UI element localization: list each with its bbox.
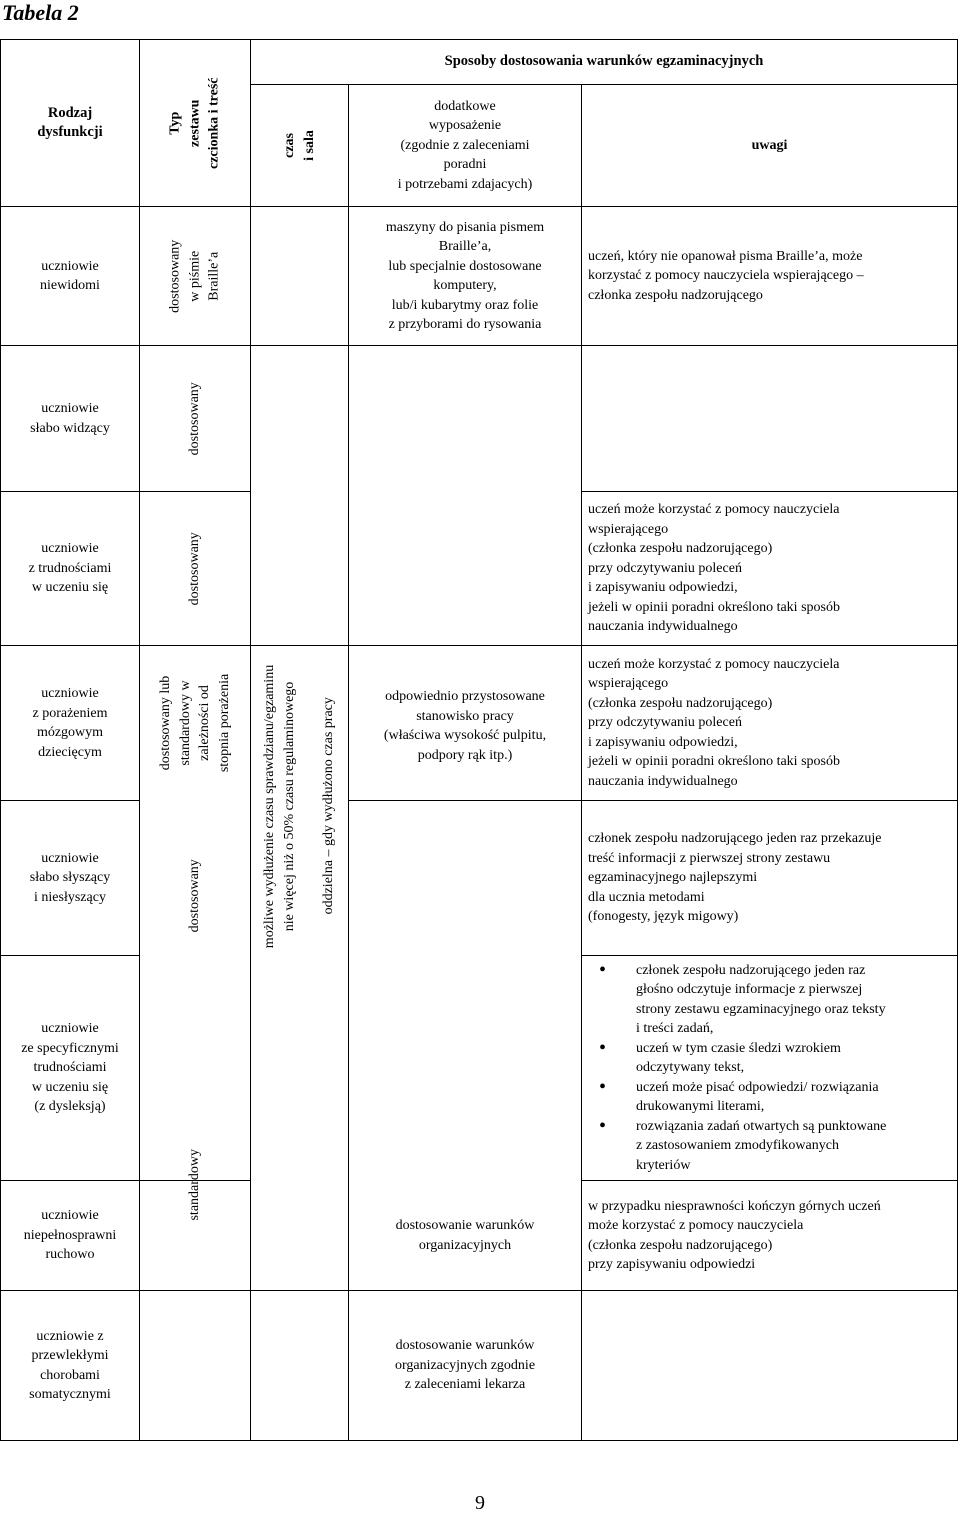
typ-slabo-widzacy: dostosowany <box>187 381 203 456</box>
dysfunkcja-porazenie-mozgowe: uczniowie z porażeniem mózgowym dziecięcym <box>32 686 108 760</box>
uwagi-dysleksja <box>582 956 957 1180</box>
uwagi-niewidomi: uczeń, który nie opanował pisma Braille’a, może korzystać z pomocy nauczyciela wspierającego – członka zespołu nadzorującego <box>588 248 864 303</box>
dysfunkcja-niepelnosprawni-ruchowo: uczniowie niepełnosprawni ruchowo <box>23 1208 117 1263</box>
header-czas-i-sala: czas i sala <box>281 130 317 161</box>
uwagi-dysleksja-list <box>582 961 886 1176</box>
header-typ-zestawu: Typ zestawu czcionka i treść <box>167 77 222 169</box>
typ-niepelnosprawni-ruchowo: standardowy <box>187 1149 203 1221</box>
dysfunkcja-choroby-somatyczne: uczniowie z przewlekłymi chorobami somatycznymi <box>29 1328 111 1402</box>
typ-niewidomi: dostosowany w piśmie Braille’a <box>167 239 222 313</box>
typ-trudnosci-w-uczeniu: dostosowany <box>187 531 203 606</box>
list-item: • członek zespołu nadzorującego jeden raz głośno odczytuje informacje z pierwszej strony zestawu egzaminacyjnego oraz teksty i treści zadań, <box>582 961 886 1039</box>
uwagi-porazenie-mozgowe: uczeń może korzystać z pomocy nauczyciela wspierającego (członka zespołu nadzorującego) przy odczytywaniu poleceń i zapisywaniu odpowiedzi, jeżeli w opinii poradni określono taki sposób nauczania indywidualnego <box>588 656 840 789</box>
table-border-right <box>957 39 958 1441</box>
uwagi-slabo-slyszacy: członek zespołu nadzorującego jeden raz przekazuje treść informacji z pierwszej strony zestawu egzaminacyjnego najlepszymi dla ucznia metodami (fonogesty, język migowy) <box>588 831 882 925</box>
header-dodatkowe-wyposazenie: dodatkowe wyposażenie (zgodnie z zaleceniami poradni i potrzebami zdajacych) <box>397 98 533 192</box>
dysfunkcja-trudnosci-w-uczeniu: uczniowie z trudnościami w uczeniu się <box>28 541 112 596</box>
uwagi-trudnosci-w-uczeniu: uczeń może korzystać z pomocy nauczyciela wspierającego (członka zespołu nadzorującego) przy odczytywaniu poleceń i zapisywaniu odpowiedzi, jeżeli w opinii poradni określono taki sposób nauczania indywidualnego <box>588 502 840 635</box>
table-border-bottom <box>0 1440 958 1441</box>
list-item: • uczeń może pisać odpowiedzi/ rozwiązania drukowanymi literami, <box>582 1078 886 1117</box>
column-divider <box>581 84 582 1441</box>
list-item: • uczeń w tym czasie śledzi wzrokiem odczytywany tekst, <box>582 1039 886 1078</box>
document-title: Tabela 2 <box>2 0 79 25</box>
uwagi-niepelnosprawni-ruchowo: w przypadku niesprawności kończyn górnych uczeń może korzystać z pomocy nauczyciela (członka zespołu nadzorującego) przy zapisywaniu odpowiedzi <box>588 1198 881 1272</box>
dysfunkcja-slabo-widzacy: uczniowie słabo widzący <box>30 401 110 436</box>
wyposazenie-choroby-somatyczne: dostosowanie warunków organizacyjnych zgodnie z zaleceniami lekarza <box>394 1338 536 1393</box>
typ-dostosowany-sluch-dysleksja: dostosowany <box>187 858 203 933</box>
dysfunkcja-slabo-slyszacy: uczniowie słabo słyszący i niesłyszący <box>29 850 111 905</box>
header-rodzaj-dysfunkcji: Rodzaj dysfunkcji <box>37 104 103 140</box>
wyposazenie-porazenie-mozgowe: odpowiednio przystosowane stanowisko pracy (właściwa wysokość pulpitu, podpory rąk itp.) <box>383 689 547 763</box>
wyposazenie-niepelnosprawni-ruchowo: dostosowanie warunków organizacyjnych <box>395 1218 535 1253</box>
dysfunkcja-dysleksja: uczniowie ze specyficznymi trudnościami w uczeniu się (z dysleksją) <box>21 1021 119 1115</box>
list-item: • rozwiązania zadań otwartych są punktowane z zastosowaniem zmodyfikowanych kryteriów <box>582 1117 886 1176</box>
dysfunkcja-niewidomi: uczniowie niewidomi <box>40 258 100 293</box>
sala-oddzielna: oddzielna – gdy wydłużono czas pracy <box>321 697 337 915</box>
wyposazenie-niewidomi: maszyny do pisania pismem Braille’a, lub specjalnie dostosowane komputery, lub/i kubarytmy oraz folie z przyborami do rysowania <box>385 219 545 332</box>
header-uwagi: uwagi <box>751 137 788 153</box>
czas-wydluzenie: możliwe wydłużenie czasu sprawdzianu/egzaminu nie więcej niż o 50% czasu regulaminowego <box>262 664 298 948</box>
page-number: 9 <box>475 1492 485 1514</box>
header-sposoby-dostosowania: Sposoby dostosowania warunków egzaminacyjnych <box>444 53 764 70</box>
typ-porazenie-mozgowe: dostosowany lub standardowy w zależności od stopnia porażenia <box>157 673 232 773</box>
